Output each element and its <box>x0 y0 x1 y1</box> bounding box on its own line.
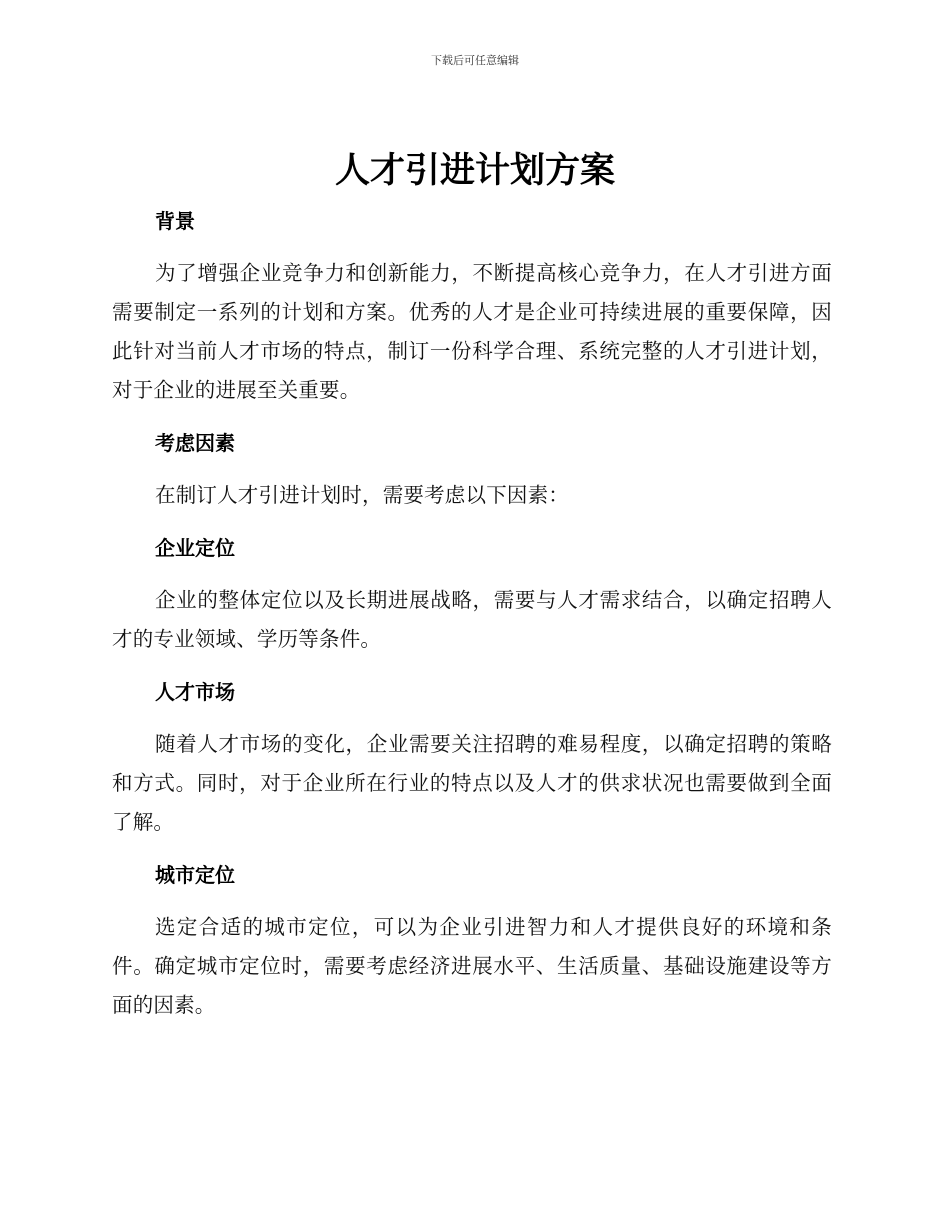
section-heading-enterprise-positioning: 企业定位 <box>155 536 235 560</box>
section-paragraph-considerations: 在制订人才引进计划时，需要考虑以下因素： <box>155 483 569 507</box>
section-heading-background: 背景 <box>155 209 195 233</box>
section-paragraph-city-positioning: 选定合适的城市定位，可以为企业引进智力和人才提供良好的环境和条件。确定城市定位时，需要考虑经济进展水平、生活质量、基础设施建设等方面的因素。 <box>112 915 832 1017</box>
section-paragraph-enterprise-positioning: 企业的整体定位以及长期进展战略，需要与人才需求结合，以确定招聘人才的专业领域、学历等条件。 <box>112 588 832 651</box>
document-body <box>112 202 832 1025</box>
section-heading-city-positioning: 城市定位 <box>155 863 235 887</box>
document-title: 人才引进计划方案 <box>334 151 615 191</box>
section-heading-talent-market: 人才市场 <box>155 680 235 704</box>
section-paragraph-background: 为了增强企业竞争力和创新能力，不断提高核心竞争力，在人才引进方面需要制定一系列的计划和方案。优秀的人才是企业可持续进展的重要保障，因此针对当前人才市场的特点，制订一份科学合理、系统完整的人才引进计划，对于企业的进展至关重要。 <box>112 261 832 402</box>
section-heading-considerations: 考虑因素 <box>155 431 235 455</box>
page-header-note: 下载后可任意编辑 <box>431 54 519 67</box>
section-paragraph-talent-market: 随着人才市场的变化，企业需要关注招聘的难易程度，以确定招聘的策略和方式。同时，对于企业所在行业的特点以及人才的供求状况也需要做到全面了解。 <box>112 732 832 834</box>
